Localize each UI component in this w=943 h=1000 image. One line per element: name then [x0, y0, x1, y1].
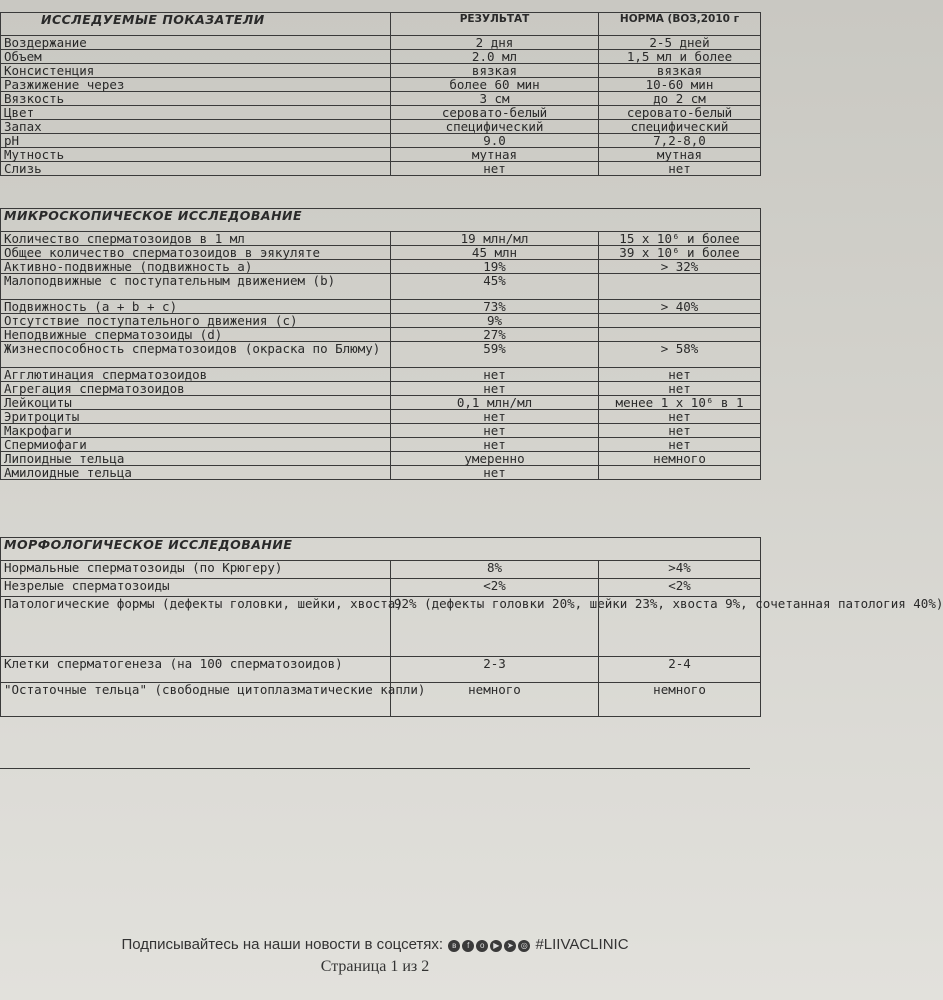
indicator-cell: Агглютинация сперматозоидов: [1, 368, 391, 382]
result-cell: 0,1 млн/мл: [391, 396, 599, 410]
norm-cell: менее 1 x 10⁶ в 1: [599, 396, 761, 410]
result-cell: нет: [391, 466, 599, 480]
result-cell: 19 млн/мл: [391, 232, 599, 246]
norm-cell: нет: [599, 368, 761, 382]
youtube-icon[interactable]: ▶: [490, 940, 502, 952]
table-row: [1, 246, 761, 260]
odnoklassniki-icon[interactable]: о: [476, 940, 488, 952]
norm-cell: вязкая: [599, 64, 761, 78]
result-cell: мутная: [391, 148, 599, 162]
indicator-cell: Спермиофаги: [1, 438, 391, 452]
table-row: [1, 438, 761, 452]
norm-cell: до 2 см: [599, 92, 761, 106]
table-row: [1, 274, 761, 300]
indicator-cell: Воздержание: [1, 36, 391, 50]
general-indicators-table: [0, 12, 761, 176]
indicator-cell: Нормальные сперматозоиды (по Крюгеру): [1, 561, 391, 579]
norm-cell: специфический: [599, 120, 761, 134]
table-row: [1, 424, 761, 438]
indicator-cell: Малоподвижные с поступательным движением (b): [1, 274, 391, 300]
norm-cell: 2-4: [599, 657, 761, 683]
indicator-cell: Цвет: [1, 106, 391, 120]
table-row: [1, 78, 761, 92]
indicator-cell: Вязкость: [1, 92, 391, 106]
result-cell: 19%: [391, 260, 599, 274]
result-cell: 2-3: [391, 657, 599, 683]
table-row: [1, 597, 761, 657]
norm-cell: [599, 466, 761, 480]
result-cell: 92% (дефекты головки 20%, шейки 23%, хвоста 9%, сочетанная патология 40%): [391, 597, 599, 657]
norm-cell: 39 x 10⁶ и более: [599, 246, 761, 260]
norm-cell: нет: [599, 438, 761, 452]
norm-cell: 15 x 10⁶ и более: [599, 232, 761, 246]
indicator-cell: Амилоидные тельца: [1, 466, 391, 480]
indicator-cell: Лейкоциты: [1, 396, 391, 410]
table-row: [1, 683, 761, 717]
norm-cell: [599, 314, 761, 328]
norm-cell: немного: [599, 452, 761, 466]
result-cell: вязкая: [391, 64, 599, 78]
norm-cell: 10-60 мин: [599, 78, 761, 92]
result-cell: 8%: [391, 561, 599, 579]
indicator-cell: Неподвижные сперматозоиды (d): [1, 328, 391, 342]
table-row: [1, 64, 761, 78]
norm-cell: > 32%: [599, 260, 761, 274]
result-cell: <2%: [391, 579, 599, 597]
result-cell: 9%: [391, 314, 599, 328]
table-row: [1, 657, 761, 683]
indicator-cell: Слизь: [1, 162, 391, 176]
result-cell: 2 дня: [391, 36, 599, 50]
result-cell: специфический: [391, 120, 599, 134]
morphology-section-title: МОРФОЛОГИЧЕСКОЕ ИССЛЕДОВАНИЕ: [1, 538, 761, 561]
table-row: [1, 328, 761, 342]
result-cell: более 60 мин: [391, 78, 599, 92]
result-cell: нет: [391, 410, 599, 424]
indicator-cell: Общее количество сперматозоидов в эякуляте: [1, 246, 391, 260]
indicator-cell: Эритроциты: [1, 410, 391, 424]
indicator-cell: Активно-подвижные (подвижность а): [1, 260, 391, 274]
table-row: [1, 342, 761, 368]
indicator-cell: "Остаточные тельца" (свободные цитоплазматические капли): [1, 683, 391, 717]
norm-cell: 2-5 дней: [599, 36, 761, 50]
table-row: [1, 466, 761, 480]
indicator-cell: Незрелые сперматозоиды: [1, 579, 391, 597]
indicator-cell: Отсутствие поступательного движения (с): [1, 314, 391, 328]
table-row: [1, 300, 761, 314]
telegram-icon[interactable]: ➤: [504, 940, 516, 952]
result-cell: немного: [391, 683, 599, 717]
indicator-cell: Агрегация сперматозоидов: [1, 382, 391, 396]
table-row: [1, 452, 761, 466]
table-row: [1, 106, 761, 120]
result-cell: нет: [391, 368, 599, 382]
subscribe-line: [0, 936, 750, 954]
table-row: [1, 368, 761, 382]
table-row: [1, 314, 761, 328]
indicator-cell: Жизнеспособность сперматозоидов (окраска по Блюму): [1, 342, 391, 368]
norm-cell: нет: [599, 382, 761, 396]
table-row: [1, 579, 761, 597]
norm-cell: 7,2-8,0: [599, 134, 761, 148]
indicator-column-header: ИССЛЕДУЕМЫЕ ПОКАЗАТЕЛИ: [1, 13, 391, 36]
norm-cell: <2%: [599, 579, 761, 597]
result-cell: 27%: [391, 328, 599, 342]
indicator-cell: Клетки сперматогенеза (на 100 сперматозоидов): [1, 657, 391, 683]
norm-column-header: НОРМА (ВОЗ,2010 г: [599, 13, 761, 36]
table-row: [1, 36, 761, 50]
indicator-cell: pH: [1, 134, 391, 148]
norm-cell: > 58%: [599, 342, 761, 368]
norm-cell: [599, 274, 761, 300]
page-number: Страница 1 из 2: [320, 958, 430, 975]
norm-cell: >4%: [599, 561, 761, 579]
indicator-cell: Липоидные тельца: [1, 452, 391, 466]
result-cell: нет: [391, 438, 599, 452]
result-cell: умеренно: [391, 452, 599, 466]
hashtag[interactable]: #LIIVACLINIC: [535, 936, 629, 953]
table-row: [1, 396, 761, 410]
table-row: [1, 148, 761, 162]
indicator-cell: Консистенция: [1, 64, 391, 78]
indicator-cell: Разжижение через: [1, 78, 391, 92]
norm-cell: 1,5 мл и более: [599, 50, 761, 64]
result-cell: 73%: [391, 300, 599, 314]
table-row: [1, 50, 761, 64]
table-row: [1, 260, 761, 274]
indicator-cell: Объем: [1, 50, 391, 64]
table-row: [1, 92, 761, 106]
bottom-rule: [0, 768, 750, 769]
result-cell: нет: [391, 424, 599, 438]
norm-cell: серовато-белый: [599, 106, 761, 120]
indicator-cell: Макрофаги: [1, 424, 391, 438]
social-icons: [447, 937, 531, 954]
norm-cell: > 40%: [599, 300, 761, 314]
morphology-table: [0, 537, 943, 717]
table-row: [1, 382, 761, 396]
norm-cell: мутная: [599, 148, 761, 162]
result-cell: нет: [391, 162, 599, 176]
result-cell: нет: [391, 382, 599, 396]
indicator-cell: Подвижность (a + b + c): [1, 300, 391, 314]
subscribe-text: Подписывайтесь на наши новости в соцсетях:: [121, 936, 444, 953]
norm-cell: [599, 328, 761, 342]
result-cell: 45%: [391, 274, 599, 300]
result-cell: 59%: [391, 342, 599, 368]
table-row: [1, 120, 761, 134]
result-cell: 45 млн: [391, 246, 599, 260]
norm-cell: нет: [599, 424, 761, 438]
instagram-icon[interactable]: ◎: [518, 940, 530, 952]
result-column-header: РЕЗУЛЬТАТ: [391, 13, 599, 36]
norm-cell: немного: [599, 683, 761, 717]
table-row: [1, 232, 761, 246]
result-cell: 3 см: [391, 92, 599, 106]
table-row: [1, 561, 761, 579]
microscopic-table: [0, 208, 761, 480]
indicator-cell: Запах: [1, 120, 391, 134]
indicator-cell: Мутность: [1, 148, 391, 162]
facebook-icon[interactable]: f: [462, 940, 474, 952]
norm-cell: нет: [599, 162, 761, 176]
result-cell: серовато-белый: [391, 106, 599, 120]
norm-cell: нет: [599, 410, 761, 424]
table-row: [1, 410, 761, 424]
indicator-cell: Патологические формы (дефекты головки, шейки, хвоста): [1, 597, 391, 657]
result-cell: 2.0 мл: [391, 50, 599, 64]
table-row: [1, 162, 761, 176]
microscopic-section-title: МИКРОСКОПИЧЕСКОЕ ИССЛЕДОВАНИЕ: [1, 209, 761, 232]
table-header-row: [1, 13, 761, 36]
table-row: [1, 134, 761, 148]
vk-icon[interactable]: в: [448, 940, 460, 952]
indicator-cell: Количество сперматозоидов в 1 мл: [1, 232, 391, 246]
result-cell: 9.0: [391, 134, 599, 148]
